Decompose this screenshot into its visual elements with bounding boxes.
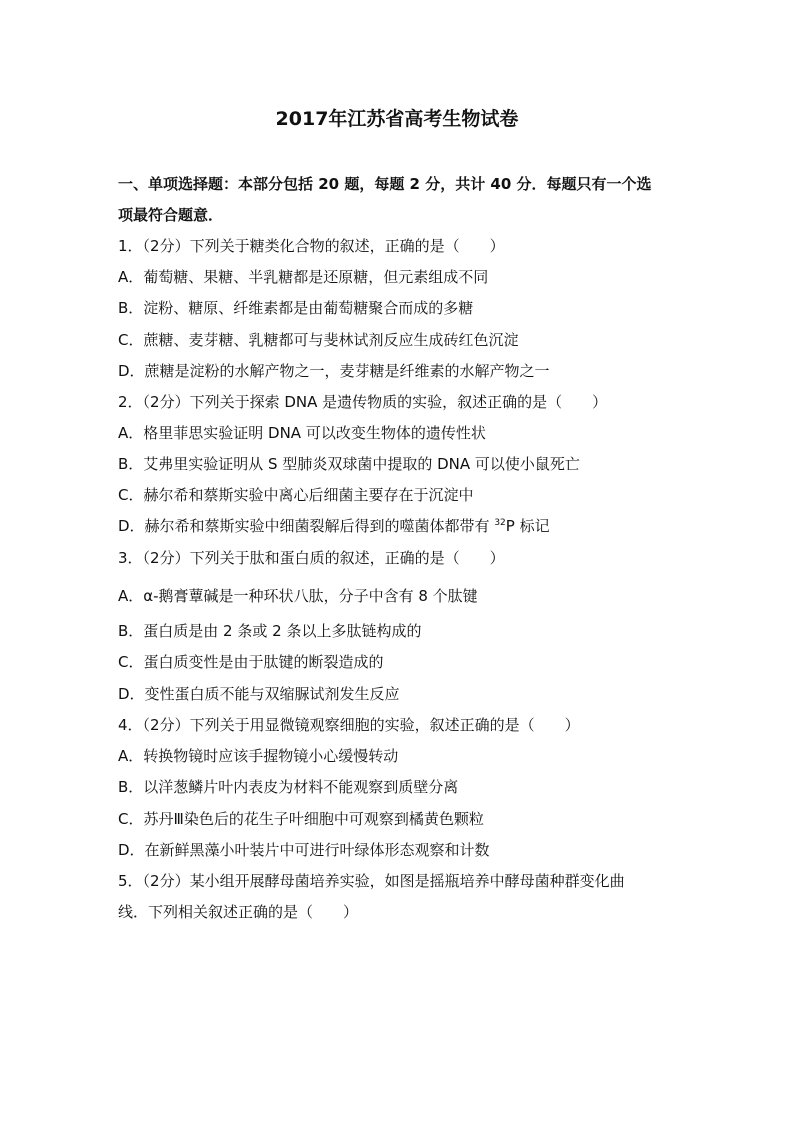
question-1-option-b: B．淀粉、糖原、纤维素都是由葡萄糖聚合而成的多糖: [118, 299, 474, 317]
question-2-option-d-suffix: P 标记: [505, 517, 550, 535]
question-1-option-c: C．蔗糖、麦芽糖、乳糖都可与斐林试剂反应生成砖红色沉淀: [118, 331, 519, 349]
isotope-superscript: 32: [494, 518, 506, 528]
section-heading-line1: 一、单项选择题：本部分包括 20 题，每题 2 分，共计 40 分．每题只有一个选: [118, 175, 652, 193]
question-1-option-d: D．蔗糖是淀粉的水解产物之一，麦芽糖是纤维素的水解产物之一: [118, 362, 550, 380]
question-4-option-d: D．在新鲜黑藻小叶装片中可进行叶绿体形态观察和计数: [118, 841, 490, 859]
question-2-option-d-text: D．赫尔希和蔡斯实验中细菌裂解后得到的噬菌体都带有: [118, 517, 495, 535]
question-4-option-a: A．转换物镜时应该手握物镜小心缓慢转动: [118, 747, 399, 765]
question-3-option-c: C．蛋白质变性是由于肽键的断裂造成的: [118, 653, 384, 671]
question-2-option-a: A．格里菲思实验证明 DNA 可以改变生物体的遗传性状: [118, 424, 486, 442]
page-title: 2017年江苏省高考生物试卷: [275, 108, 519, 130]
question-1-option-a: A．葡萄糖、果糖、半乳糖都是还原糖，但元素组成不同: [118, 268, 489, 286]
question-2-option-b: B．艾弗里实验证明从 S 型肺炎双球菌中提取的 DNA 可以使小鼠死亡: [118, 455, 580, 473]
section-heading-line2: 项最符合题意．: [118, 206, 224, 224]
question-2-option-c: C．赫尔希和蔡斯实验中离心后细菌主要存在于沉淀中: [118, 486, 474, 504]
question-4-option-c: C．苏丹Ⅲ染色后的花生子叶细胞中可观察到橘黄色颗粒: [118, 810, 484, 828]
question-3-option-a: A．α-鹅膏蕈碱是一种环状八肽，分子中含有 8 个肽键: [118, 587, 478, 605]
question-4-stem: 4．（2分）下列关于用显微镜观察细胞的实验，叙述正确的是（ ）: [118, 716, 580, 734]
question-1-stem: 1．（2分）下列关于糖类化合物的叙述，正确的是（ ）: [118, 237, 505, 255]
question-3-stem: 3．（2分）下列关于肽和蛋白质的叙述，正确的是（ ）: [118, 549, 505, 567]
question-5-stem-line2: 线．下列相关叙述正确的是（ ）: [118, 903, 359, 921]
question-5-stem-line1: 5．（2分）某小组开展酵母菌培养实验，如图是摇瓶培养中酵母菌种群变化曲: [118, 872, 625, 890]
question-4-option-b: B．以洋葱鳞片叶内表皮为材料不能观察到质壁分离: [118, 778, 459, 796]
question-3-option-b: B．蛋白质是由 2 条或 2 条以上多肽链构成的: [118, 622, 422, 640]
question-3-option-d: D．变性蛋白质不能与双缩脲试剂发生反应: [118, 685, 400, 703]
question-2-option-d: [118, 516, 718, 536]
question-2-stem: 2．（2分）下列关于探索 DNA 是遗传物质的实验，叙述正确的是（ ）: [118, 393, 608, 411]
